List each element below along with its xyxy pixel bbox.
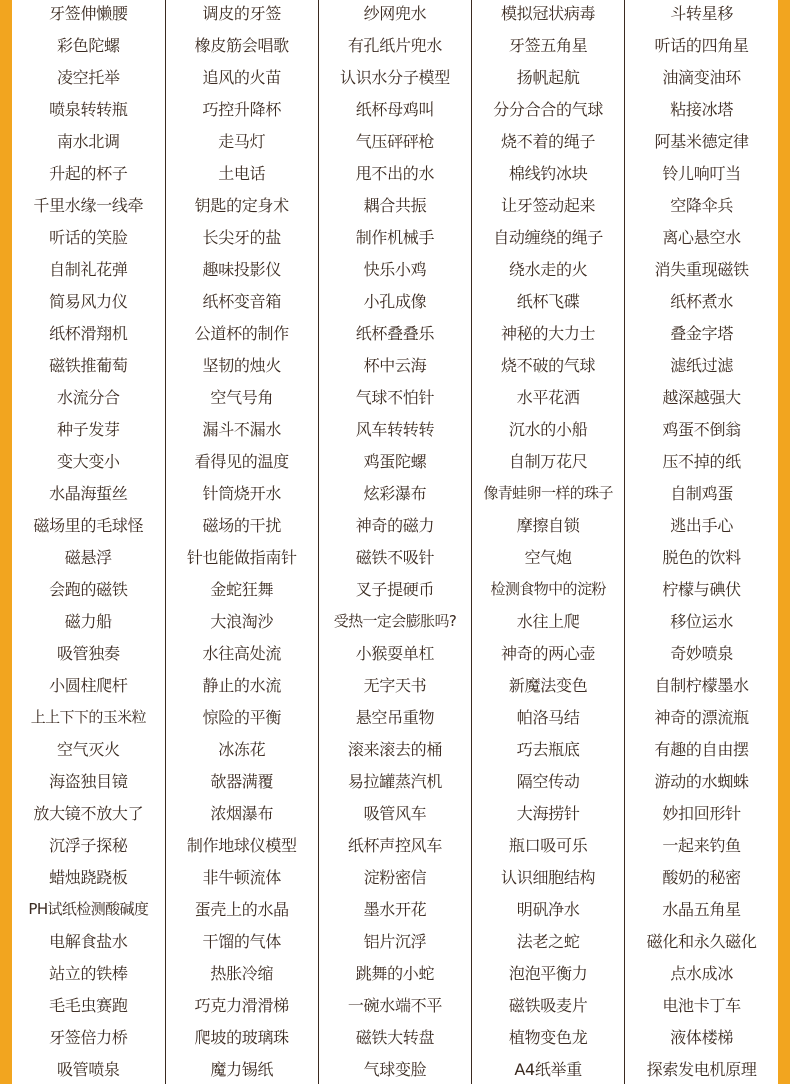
- table-cell: 简易风力仪: [49, 291, 128, 311]
- table-cell: 吸管风车: [318, 796, 471, 828]
- table-row: [12, 700, 778, 732]
- table-cell: 易拉罐蒸汽机: [318, 764, 471, 796]
- table-cell: 变大变小: [56, 451, 120, 471]
- table-cell: 千里水缘一线牵: [33, 195, 144, 215]
- table-row: [12, 284, 778, 316]
- table-cell: 海盗独目镜: [49, 771, 128, 791]
- table-cell: 升起的杯子: [49, 163, 128, 183]
- table-cell: 鸡蛋不倒翁: [625, 412, 778, 444]
- table-cell: 有趣的自由摆: [625, 732, 778, 764]
- table-row: [12, 124, 778, 156]
- table-cell: 水晶五角星: [625, 892, 778, 924]
- table-cell: 纱网兜水: [318, 0, 471, 28]
- table-cell: 公道杯的制作: [165, 316, 318, 348]
- table-row: [12, 60, 778, 92]
- table-cell: 液体楼梯: [625, 1020, 778, 1052]
- table-cell: 隔空传动: [472, 764, 625, 796]
- table-cell: 蛋壳上的水晶: [165, 892, 318, 924]
- table-row: [12, 156, 778, 188]
- table-cell: 漏斗不漏水: [165, 412, 318, 444]
- table-cell: 会跑的磁铁: [49, 579, 128, 599]
- table-cell: 自制万花尺: [472, 444, 625, 476]
- table-cell: PH试纸检测酸碱度: [28, 899, 149, 918]
- table-cell: 有孔纸片兜水: [318, 28, 471, 60]
- table-cell: 牙签五角星: [472, 28, 625, 60]
- table-cell: 空气灭火: [56, 739, 120, 759]
- table-cell: 移位运水: [625, 604, 778, 636]
- table-cell: 神奇的两心壶: [472, 636, 625, 668]
- table-cell: 电解食盐水: [49, 931, 128, 951]
- table-cell: 小猴耍单杠: [318, 636, 471, 668]
- table-cell: 跳舞的小蛇: [318, 956, 471, 988]
- experiment-sheet: [12, 0, 778, 1084]
- table-cell: 种子发芽: [56, 419, 120, 439]
- table-cell: 电池卡丁车: [625, 988, 778, 1020]
- table-row: [12, 636, 778, 668]
- table-cell: 帕洛马结: [472, 700, 625, 732]
- table-cell: 扬帆起航: [472, 60, 625, 92]
- table-cell: 柠檬与碘伏: [625, 572, 778, 604]
- table-cell: 一碗水端不平: [318, 988, 471, 1020]
- table-cell: 受热一定会膨胀吗?: [318, 604, 471, 636]
- table-cell: 阿基米德定律: [625, 124, 778, 156]
- table-cell: 水平花洒: [472, 380, 625, 412]
- experiment-table: [12, 0, 778, 1084]
- table-cell: 探索发电机原理: [625, 1052, 778, 1084]
- table-cell: 淀粉密信: [318, 860, 471, 892]
- table-cell: 喷泉转转瓶: [49, 99, 128, 119]
- table-row: [12, 988, 778, 1020]
- table-cell: 消失重现磁铁: [625, 252, 778, 284]
- table-row: [12, 476, 778, 508]
- table-row: [12, 668, 778, 700]
- table-cell: 巧克力滑滑梯: [165, 988, 318, 1020]
- table-cell: 磁化和永久磁化: [625, 924, 778, 956]
- table-row: [12, 444, 778, 476]
- table-row: [12, 508, 778, 540]
- table-cell: 看得见的温度: [165, 444, 318, 476]
- table-cell: 认识水分子模型: [318, 60, 471, 92]
- table-cell: A4纸举重: [472, 1052, 625, 1084]
- table-cell: 纸杯煮水: [625, 284, 778, 316]
- table-cell: 磁铁推葡萄: [49, 355, 128, 375]
- table-cell: 沉浮子探秘: [49, 835, 128, 855]
- table-cell: 气压砰砰枪: [318, 124, 471, 156]
- table-cell: 针也能做指南针: [165, 540, 318, 572]
- table-cell: 上上下下的玉米粒: [30, 707, 146, 726]
- table-cell: 自动缠绕的绳子: [472, 220, 625, 252]
- table-row: [12, 764, 778, 796]
- table-cell: 离心悬空水: [625, 220, 778, 252]
- table-cell: 植物变色龙: [472, 1020, 625, 1052]
- table-cell: 浓烟瀑布: [165, 796, 318, 828]
- table-cell: 大浪淘沙: [165, 604, 318, 636]
- table-cell: 制作机械手: [318, 220, 471, 252]
- table-cell: 像青蛙卵一样的珠子: [472, 476, 625, 508]
- table-row: [12, 92, 778, 124]
- experiment-table-body: [12, 0, 778, 1084]
- table-cell: 粘接冰塔: [625, 92, 778, 124]
- table-cell: 魔力锡纸: [165, 1052, 318, 1084]
- table-cell: 铝片沉浮: [318, 924, 471, 956]
- table-cell: 毛毛虫赛跑: [49, 995, 128, 1015]
- table-cell: 认识细胞结构: [472, 860, 625, 892]
- table-row: [12, 956, 778, 988]
- table-cell: 制作地球仪模型: [165, 828, 318, 860]
- table-cell: 烧不着的绳子: [472, 124, 625, 156]
- table-cell: 放大镜不放大了: [33, 803, 144, 823]
- table-cell: 点水成冰: [625, 956, 778, 988]
- table-cell: 热胀冷缩: [165, 956, 318, 988]
- table-cell: 叠金字塔: [625, 316, 778, 348]
- table-cell: 泡泡平衡力: [472, 956, 625, 988]
- table-cell: 趣味投影仪: [165, 252, 318, 284]
- table-cell: 磁力船: [64, 611, 112, 631]
- table-row: [12, 220, 778, 252]
- table-row: [12, 380, 778, 412]
- table-cell: 橡皮筋会唱歌: [165, 28, 318, 60]
- table-row: [12, 412, 778, 444]
- table-cell: 空降伞兵: [625, 188, 778, 220]
- table-cell: 静止的水流: [165, 668, 318, 700]
- table-cell: 越深越强大: [625, 380, 778, 412]
- table-cell: 神奇的磁力: [318, 508, 471, 540]
- table-cell: 针筒烧开水: [165, 476, 318, 508]
- table-cell: 纸杯母鸡叫: [318, 92, 471, 124]
- table-cell: 自制礼花弹: [49, 259, 128, 279]
- table-cell: 空气炮: [472, 540, 625, 572]
- table-cell: 铃儿响叮当: [625, 156, 778, 188]
- table-cell: 磁铁大转盘: [318, 1020, 471, 1052]
- table-cell: 欹器满覆: [165, 764, 318, 796]
- table-cell: 金蛇狂舞: [165, 572, 318, 604]
- table-cell: 炫彩瀑布: [318, 476, 471, 508]
- table-cell: 小圆柱爬杆: [49, 675, 128, 695]
- table-cell: 检测食物中的淀粉: [472, 572, 625, 604]
- table-cell: 调皮的牙签: [165, 0, 318, 28]
- table-cell: 甩不出的水: [318, 156, 471, 188]
- table-cell: 干馏的气体: [165, 924, 318, 956]
- table-cell: 冰冻花: [165, 732, 318, 764]
- table-cell: 蜡烛跷跷板: [49, 867, 128, 887]
- table-cell: 纸杯声控风车: [318, 828, 471, 860]
- table-cell: 快乐小鸡: [318, 252, 471, 284]
- table-cell: 站立的铁棒: [49, 963, 128, 983]
- table-cell: 听话的四角星: [625, 28, 778, 60]
- table-row: [12, 1020, 778, 1052]
- table-cell: 吸管独奏: [56, 643, 120, 663]
- table-cell: 追风的火苗: [165, 60, 318, 92]
- table-cell: 牙签伸懒腰: [49, 3, 128, 23]
- table-cell: 磁场里的毛球怪: [33, 515, 144, 535]
- table-cell: 非牛顿流体: [165, 860, 318, 892]
- table-cell: 水往高处流: [165, 636, 318, 668]
- table-cell: 奇妙喷泉: [625, 636, 778, 668]
- table-cell: 彩色陀螺: [56, 35, 120, 55]
- table-cell: 水流分合: [56, 387, 120, 407]
- table-cell: 磁悬浮: [64, 547, 112, 567]
- table-row: [12, 860, 778, 892]
- table-cell: 妙扣回形针: [625, 796, 778, 828]
- table-cell: 明矾净水: [472, 892, 625, 924]
- table-cell: 绕水走的火: [472, 252, 625, 284]
- table-cell: 凌空托举: [56, 67, 120, 87]
- table-row: [12, 252, 778, 284]
- table-cell: 耦合共振: [318, 188, 471, 220]
- table-cell: 空气号角: [165, 380, 318, 412]
- table-row: [12, 540, 778, 572]
- table-row: [12, 892, 778, 924]
- table-cell: 新魔法变色: [472, 668, 625, 700]
- table-row: [12, 828, 778, 860]
- table-cell: 风车转转转: [318, 412, 471, 444]
- table-cell: 分分合合的气球: [472, 92, 625, 124]
- table-cell: 烧不破的气球: [472, 348, 625, 380]
- table-cell: 磁场的干扰: [165, 508, 318, 540]
- table-cell: 鸡蛋陀螺: [318, 444, 471, 476]
- table-cell: 惊险的平衡: [165, 700, 318, 732]
- table-cell: 悬空吊重物: [318, 700, 471, 732]
- table-cell: 巧去瓶底: [472, 732, 625, 764]
- table-row: [12, 1052, 778, 1084]
- table-row: [12, 604, 778, 636]
- table-row: [12, 316, 778, 348]
- table-cell: 油滴变油环: [625, 60, 778, 92]
- table-cell: 无字天书: [318, 668, 471, 700]
- table-cell: 模拟冠状病毒: [472, 0, 625, 28]
- table-row: [12, 348, 778, 380]
- table-cell: 一起来钓鱼: [625, 828, 778, 860]
- table-cell: 纸杯叠叠乐: [318, 316, 471, 348]
- table-cell: 脱色的饮料: [625, 540, 778, 572]
- table-cell: 牙签倍力桥: [49, 1027, 128, 1047]
- table-cell: 叉子提硬币: [318, 572, 471, 604]
- table-cell: 棉线钓冰块: [472, 156, 625, 188]
- table-cell: 自制柠檬墨水: [625, 668, 778, 700]
- table-cell: 爬坡的玻璃珠: [165, 1020, 318, 1052]
- table-row: [12, 28, 778, 60]
- table-row: [12, 924, 778, 956]
- table-cell: 水晶海蜇丝: [49, 483, 128, 503]
- table-row: [12, 796, 778, 828]
- table-cell: 钥匙的定身术: [165, 188, 318, 220]
- table-cell: 杯中云海: [318, 348, 471, 380]
- table-cell: 磁铁吸麦片: [472, 988, 625, 1020]
- table-row: [12, 572, 778, 604]
- table-cell: 巧控升降杯: [165, 92, 318, 124]
- table-cell: 墨水开花: [318, 892, 471, 924]
- table-cell: 沉水的小船: [472, 412, 625, 444]
- table-cell: 南水北调: [56, 131, 120, 151]
- table-cell: 法老之蛇: [472, 924, 625, 956]
- table-cell: 小孔成像: [318, 284, 471, 316]
- table-cell: 气球变脸: [318, 1052, 471, 1084]
- table-cell: 走马灯: [165, 124, 318, 156]
- table-cell: 听话的笑脸: [49, 227, 128, 247]
- table-row: [12, 732, 778, 764]
- table-cell: 酸奶的秘密: [625, 860, 778, 892]
- table-cell: 气球不怕针: [318, 380, 471, 412]
- table-cell: 坚韧的烛火: [165, 348, 318, 380]
- table-cell: 滤纸过滤: [625, 348, 778, 380]
- table-row: [12, 188, 778, 220]
- table-cell: 摩擦自锁: [472, 508, 625, 540]
- table-cell: 自制鸡蛋: [625, 476, 778, 508]
- table-cell: 纸杯滑翔机: [49, 323, 128, 343]
- table-cell: 长尖牙的盐: [165, 220, 318, 252]
- table-cell: 压不掉的纸: [625, 444, 778, 476]
- table-cell: 神秘的大力士: [472, 316, 625, 348]
- table-cell: 吸管喷泉: [56, 1059, 120, 1079]
- table-cell: 神奇的漂流瓶: [625, 700, 778, 732]
- table-row: [12, 0, 778, 28]
- table-cell: 磁铁不吸针: [318, 540, 471, 572]
- table-cell: 瓶口吸可乐: [472, 828, 625, 860]
- table-cell: 纸杯变音箱: [165, 284, 318, 316]
- table-cell: 游动的水蜘蛛: [625, 764, 778, 796]
- table-cell: 斗转星移: [625, 0, 778, 28]
- table-cell: 大海捞针: [472, 796, 625, 828]
- table-cell: 滚来滚去的桶: [318, 732, 471, 764]
- table-cell: 纸杯飞碟: [472, 284, 625, 316]
- table-cell: 水往上爬: [472, 604, 625, 636]
- table-cell: 土电话: [165, 156, 318, 188]
- table-cell: 让牙签动起来: [472, 188, 625, 220]
- table-cell: 逃出手心: [625, 508, 778, 540]
